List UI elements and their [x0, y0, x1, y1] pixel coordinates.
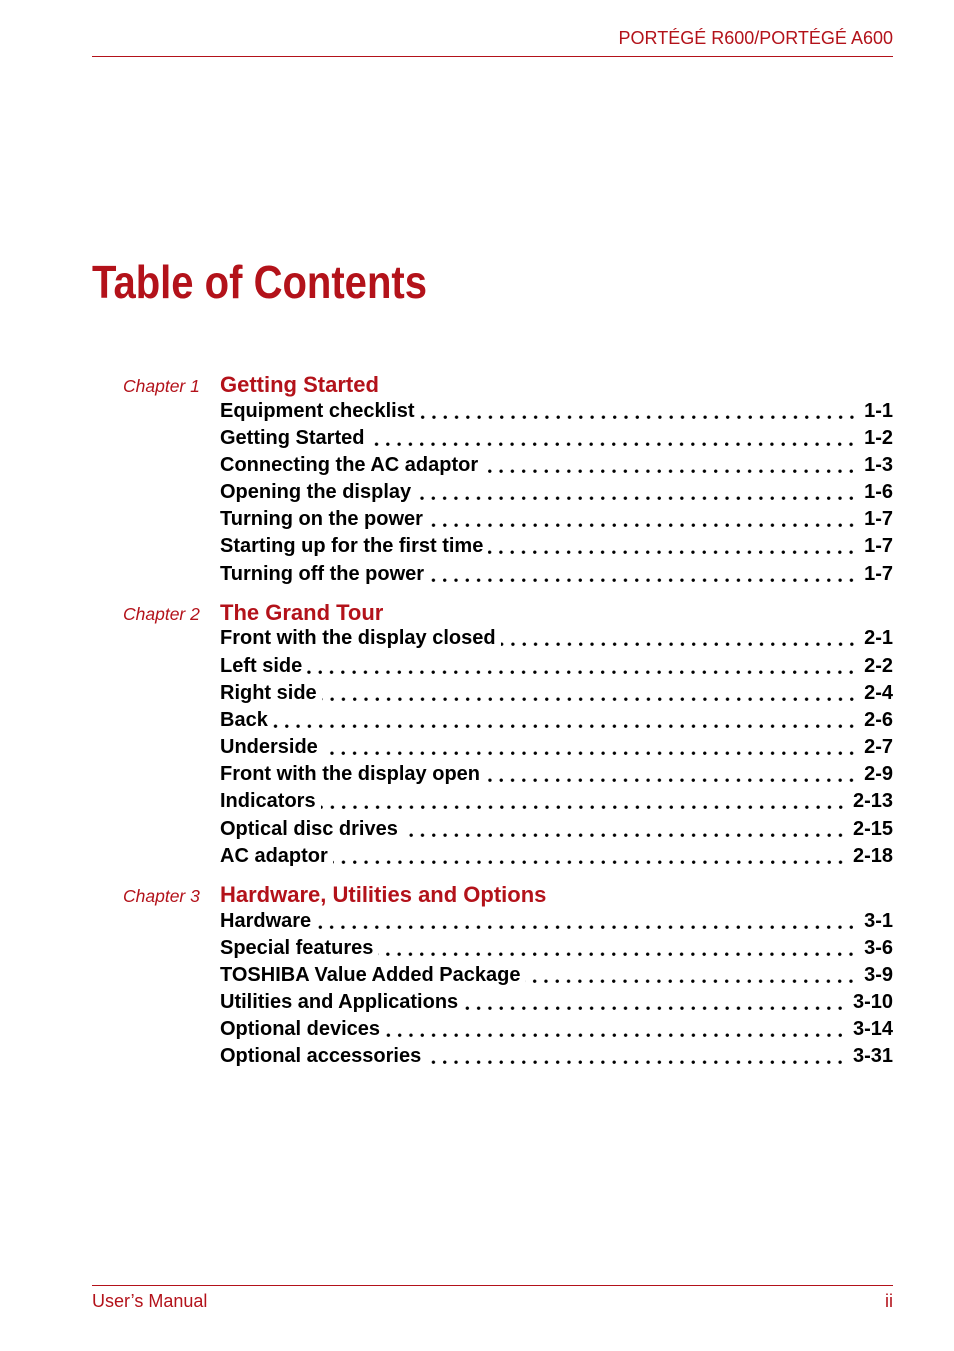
entry-page-number: 2-7 [864, 736, 893, 759]
entry-title: AC adaptor [220, 844, 328, 867]
footer-divider [92, 1285, 893, 1286]
dot-leader [525, 962, 857, 989]
dot-leader [307, 653, 857, 680]
dot-leader [428, 506, 857, 533]
chapter-1-heading[interactable] [123, 372, 893, 398]
dot-leader [333, 843, 846, 870]
toc-entry-back[interactable] [220, 707, 893, 734]
toc-entry-left-side[interactable] [220, 653, 893, 680]
chapter-label: Chapter 3 [123, 886, 200, 906]
chapter-label: Chapter 1 [123, 376, 200, 396]
toc-entry-special-features[interactable] [220, 935, 893, 962]
entry-title: Getting Started [220, 426, 365, 449]
chapter-title: Getting Started [220, 372, 379, 397]
entry-title: TOSHIBA Value Added Package [220, 963, 521, 986]
entry-title: Turning off the power [220, 562, 425, 585]
entry-title: Hardware [220, 909, 312, 932]
entry-title: Front with the display closed [220, 627, 496, 650]
dot-leader [416, 479, 857, 506]
entry-page-number: 2-13 [852, 790, 893, 813]
entry-title: Optical disc drives [220, 817, 398, 840]
toc-entry-opening-display[interactable] [220, 479, 893, 506]
toc-entry-optional-devices[interactable] [220, 1016, 893, 1043]
dot-leader [426, 1043, 846, 1070]
entry-title: Opening the display [220, 481, 412, 504]
header-divider [92, 56, 893, 57]
dot-leader [501, 625, 858, 652]
entry-title: Left side [220, 654, 303, 677]
entry-page-number: 2-6 [864, 708, 893, 731]
dot-leader [378, 935, 857, 962]
entry-page-number: 2-2 [864, 654, 893, 677]
toc-entry-starting-up-first-time[interactable] [220, 533, 893, 560]
dot-leader [483, 452, 857, 479]
entry-title: Right side [220, 681, 317, 704]
dot-leader [485, 761, 857, 788]
dot-leader [369, 425, 857, 452]
entry-page-number: 1-3 [864, 453, 893, 476]
dot-leader [429, 561, 857, 588]
dot-leader [488, 533, 857, 560]
toc-entry-front-display-open[interactable] [220, 761, 893, 788]
chapter-2-heading[interactable] [123, 600, 893, 626]
chapter-3-section [123, 882, 893, 1071]
running-header: PORTÉGÉ R600/PORTÉGÉ A600 [618, 28, 893, 48]
entry-title: Back [220, 708, 268, 731]
dot-leader [273, 707, 857, 734]
entry-title: Optional accessories [220, 1045, 422, 1068]
entry-title: Indicators [220, 790, 316, 813]
toc-entry-turning-on-power[interactable] [220, 506, 893, 533]
page-title: Table of Contents [92, 256, 427, 308]
entry-page-number: 2-15 [852, 817, 893, 840]
entry-title: Underside [220, 736, 318, 759]
toc-entry-utilities-and-applications[interactable] [220, 989, 893, 1016]
toc-entry-turning-off-power[interactable] [220, 561, 893, 588]
chapter-title: Hardware, Utilities and Options [220, 882, 547, 907]
entry-title: Starting up for the first time [220, 535, 484, 558]
dot-leader [420, 398, 858, 425]
entry-page-number: 3-1 [864, 909, 893, 932]
dot-leader [463, 989, 846, 1016]
entry-title: Equipment checklist [220, 399, 415, 422]
chapter-2-section [123, 600, 893, 870]
toc-entry-right-side[interactable] [220, 680, 893, 707]
toc-entry-hardware[interactable] [220, 908, 893, 935]
dot-leader [403, 816, 846, 843]
entry-page-number: 2-18 [852, 844, 893, 867]
entry-page-number: 3-31 [852, 1045, 893, 1068]
entry-page-number: 1-6 [864, 481, 893, 504]
entry-title: Front with the display open [220, 763, 480, 786]
entry-page-number: 3-9 [864, 963, 893, 986]
toc-entry-getting-started[interactable] [220, 425, 893, 452]
entry-title: Special features [220, 936, 374, 959]
dot-leader [322, 680, 857, 707]
toc-entry-optional-accessories[interactable] [220, 1043, 893, 1070]
entry-page-number: 1-7 [864, 562, 893, 585]
footer-page-number: ii [885, 1291, 893, 1311]
toc-entry-optical-disc-drives[interactable] [220, 816, 893, 843]
toc-entry-toshiba-value-added-package[interactable] [220, 962, 893, 989]
entry-page-number: 2-9 [864, 763, 893, 786]
toc-entry-front-display-closed[interactable] [220, 625, 893, 652]
chapter-3-heading[interactable] [123, 882, 893, 908]
toc-entry-underside[interactable] [220, 734, 893, 761]
entry-page-number: 3-10 [852, 991, 893, 1014]
chapter-1-section [123, 372, 893, 588]
dot-leader [323, 734, 857, 761]
chapter-label: Chapter 2 [123, 603, 200, 624]
dot-leader [321, 788, 846, 815]
entry-title: Utilities and Applications [220, 991, 459, 1014]
entry-page-number: 1-7 [864, 508, 893, 531]
toc-entry-connecting-ac-adaptor[interactable] [220, 452, 893, 479]
entry-page-number: 3-6 [864, 936, 893, 959]
dot-leader [385, 1016, 846, 1043]
entry-page-number: 1-2 [864, 426, 893, 449]
entry-page-number: 3-14 [852, 1018, 893, 1041]
entry-title: Connecting the AC adaptor [220, 453, 479, 476]
entry-title: Turning on the power [220, 508, 423, 531]
entry-page-number: 1-7 [864, 535, 893, 558]
entry-page-number: 1-1 [864, 399, 893, 422]
footer-manual-title: User’s Manual [92, 1291, 208, 1311]
toc-entry-indicators[interactable] [220, 788, 893, 815]
entry-page-number: 2-4 [864, 681, 893, 704]
dot-leader [316, 908, 857, 935]
chapter-title: The Grand Tour [220, 599, 384, 625]
entry-title: Optional devices [220, 1018, 381, 1041]
entry-page-number: 2-1 [864, 627, 893, 650]
toc-entry-equipment-checklist[interactable] [220, 398, 893, 425]
toc-list [123, 372, 893, 1083]
toc-entry-ac-adaptor[interactable] [220, 843, 893, 870]
